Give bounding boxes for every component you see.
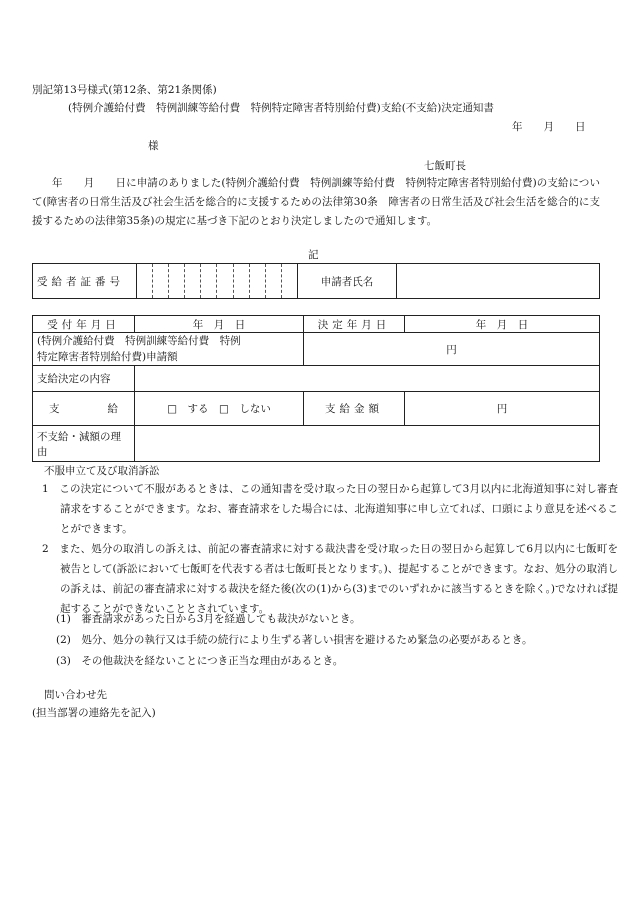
recipient-id-cells[interactable] [137, 264, 298, 299]
sub-item-3: (3) その他裁決を経ないことにつき正当な理由があるとき。 [56, 655, 344, 667]
recipient-id-label: 受給者証番号 [33, 264, 137, 299]
payment-amount-label: 支給金額 [304, 392, 405, 426]
contact-heading: 問い合わせ先 [44, 689, 107, 701]
payment-options[interactable]: □ する □ しない [135, 392, 304, 426]
payment-amount-field[interactable]: 円 [405, 392, 600, 426]
decision-content-field[interactable] [135, 366, 600, 392]
reason-field[interactable] [135, 426, 600, 462]
applicant-name-label: 申請者氏名 [298, 264, 397, 299]
issuer: 七飯町長 [424, 160, 466, 172]
addressee-suffix: 様 [148, 140, 159, 152]
payment-label: 支 給 [33, 392, 135, 426]
sub-items [56, 609, 532, 672]
ki-marker: 記 [308, 249, 319, 261]
document-title: (特例介護給付費 特例訓練等給付費 特例特定障害者特別給付費)支給(不支給)決定通知書 [68, 102, 494, 114]
receipt-date-label: 受付年月日 [33, 316, 135, 333]
reason-label: 不支給・減額の理由 [33, 426, 135, 462]
decision-content-label: 支給決定の内容 [33, 366, 135, 392]
application-amount-field[interactable]: 円 [304, 333, 600, 366]
sub-item-2: (2) 処分、処分の執行又は手続の続行により生ずる著しい損害を避けるため緊急の必要があるとき。 [56, 634, 533, 646]
applicant-name-field[interactable] [397, 264, 600, 299]
body-paragraph: 年 月 日に申請のありました(特例介護給付費 特例訓練等給付費 特例特定障害者特別給付費)の支給について(障害者の日常生活及び社会生活を総合的に支援するための法律第30条 障害者の日常生活及び社会生活を総合的に支援するための法律第35条)の規定に基づき下記のとおり決定しましたので通知します。 [32, 177, 600, 227]
date-line: 年 月 日 [512, 121, 586, 133]
receipt-date-value[interactable]: 年 月 日 [135, 316, 304, 333]
decision-date-value[interactable]: 年 月 日 [405, 316, 600, 333]
appeal-item-2: 2 また、処分の取消しの訴えは、前記の審査請求に対する裁決書を受け取った日の翌日から起算して6月以内に七飯町を被告として(訴訟において七飯町を代表する者は七飯町長となります。)、提起することができます。なお、処分の取消しの訴えは、前記の審査請求に対する裁決を経た後(次の(1)から(3)までのいずれかに該当するときを除く。)でなければ提起することができないこととされています。 [42, 543, 618, 615]
form-number: 別記第13号様式(第12条、第21条関係) [32, 84, 217, 96]
recipient-table [32, 263, 600, 299]
application-amount-label: (特例介護給付費 特例訓練等給付費 特例 特定障害者特別給付費)申請額 [33, 333, 304, 366]
appeal-item-1: 1 この決定について不服があるときは、この通知書を受け取った日の翌日から起算して3月以内に北海道知事に対し審査請求をすることができます。なお、審査請求をした場合には、北海道知事に申し立てれば、口頭により意見を述べることができます。 [42, 483, 618, 535]
sub-item-1: (1) 審査請求があった日から3月を経過しても裁決がないとき。 [56, 613, 361, 625]
decision-date-label: 決定年月日 [304, 316, 405, 333]
decision-table [32, 315, 600, 462]
appeal-heading: 不服申立て及び取消訴訟 [44, 465, 160, 477]
contact-note: (担当部署の連絡先を記入) [32, 707, 156, 719]
